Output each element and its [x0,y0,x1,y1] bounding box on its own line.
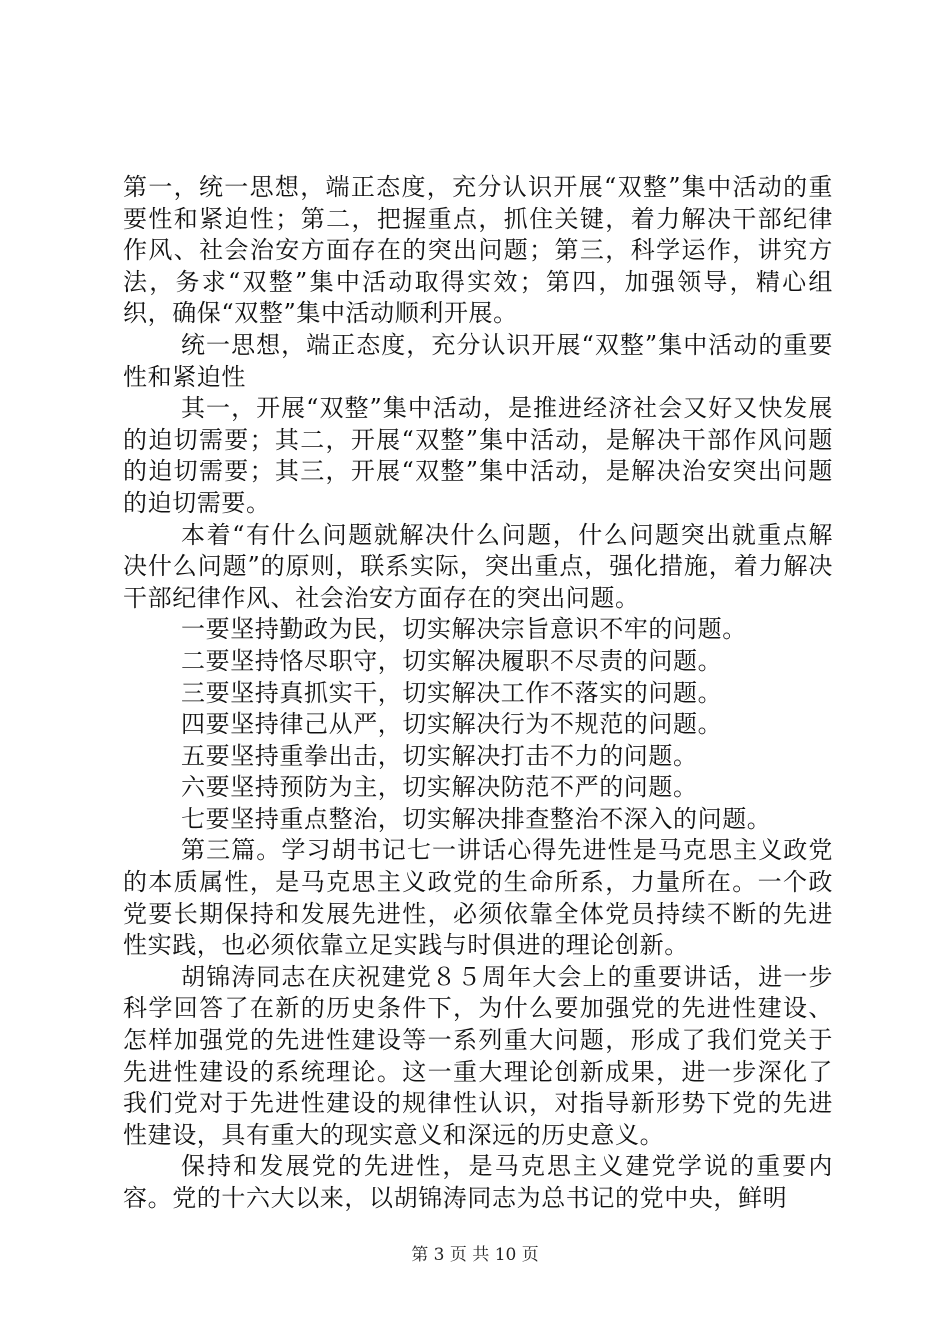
list-item: 四要坚持律己从严，切实解决行为不规范的问题。 [181,710,723,739]
list-item: 五要坚持重拳出击，切实解决打击不力的问题。 [181,741,698,770]
list-item: 六要坚持预防为主，切实解决防范不严的问题。 [181,773,698,802]
paragraph-14: 保持和发展党的先进性，是马克思主义建党学说的重要内容。党的十六大以来，以胡锦涛同志为总书记的党中央，鲜明 [123,1152,833,1212]
list-item: 三要坚持真抓实干，切实解决工作不落实的问题。 [181,678,723,707]
list-item: 二要坚持恪尽职守，切实解决履职不尽责的问题。 [181,646,723,675]
list-item: 一要坚持勤政为民，切实解决宗旨意识不牢的问题。 [181,615,747,644]
page-number-footer: 第 3 页 共 10 页 [411,1245,539,1265]
paragraph-4: 本着“有什么问题就解决什么问题，什么问题突出就重点解决什么问题”的原则，联系实际，突出重点，强化措施，着力解决干部纪律作风、社会治安方面存在的突出问题。 [123,520,833,612]
section-heading: 统一思想，端正态度，充分认识开展“双整”集中活动的重要性和紧迫性 [123,330,833,391]
paragraph-12: 第三篇。学习胡书记七一讲话心得先进性是马克思主义政党的本质属性，是马克思主义政党的生命所系，力量所在。一个政党要长期保持和发展先进性，必须依靠全体党员持续不断的先进性实践，也必须依靠立足实践与时俱进的理论创新。 [123,836,833,960]
paragraph-1: 第一，统一思想，端正态度，充分认识开展“双整”集中活动的重要性和紧迫性；第二，把握重点，抓住关键，着力解决干部纪律作风、社会治安方面存在的突出问题；第三，科学运作，讲究方法，务求“双整”集中活动取得实效；第四，加强领导，精心组织，确保“双整”集中活动顺利开展。 [123,173,833,328]
paragraph-13: 胡锦涛同志在庆祝建党８５周年大会上的重要讲话，进一步科学回答了在新的历史条件下，为什么要加强党的先进性建设、怎样加强党的先进性建设等一系列重大问题，形成了我们党关于先进性建设的系统理论。这一重大理论创新成果，进一步深化了我们党对于先进性建设的规律性认识，对指导新形势下党的先进性建设，具有重大的现实意义和深远的历史意义。 [123,962,833,1149]
document-body [123,172,833,1215]
paragraph-3: 其一，开展“双整”集中活动，是推进经济社会又好又快发展的迫切需要；其二，开展“双整”集中活动，是解决干部作风问题的迫切需要；其三，开展“双整”集中活动，是解决治安突出问题的迫切需要。 [123,394,833,517]
list-item: 七要坚持重点整治，切实解决排查整治不深入的问题。 [181,804,772,833]
